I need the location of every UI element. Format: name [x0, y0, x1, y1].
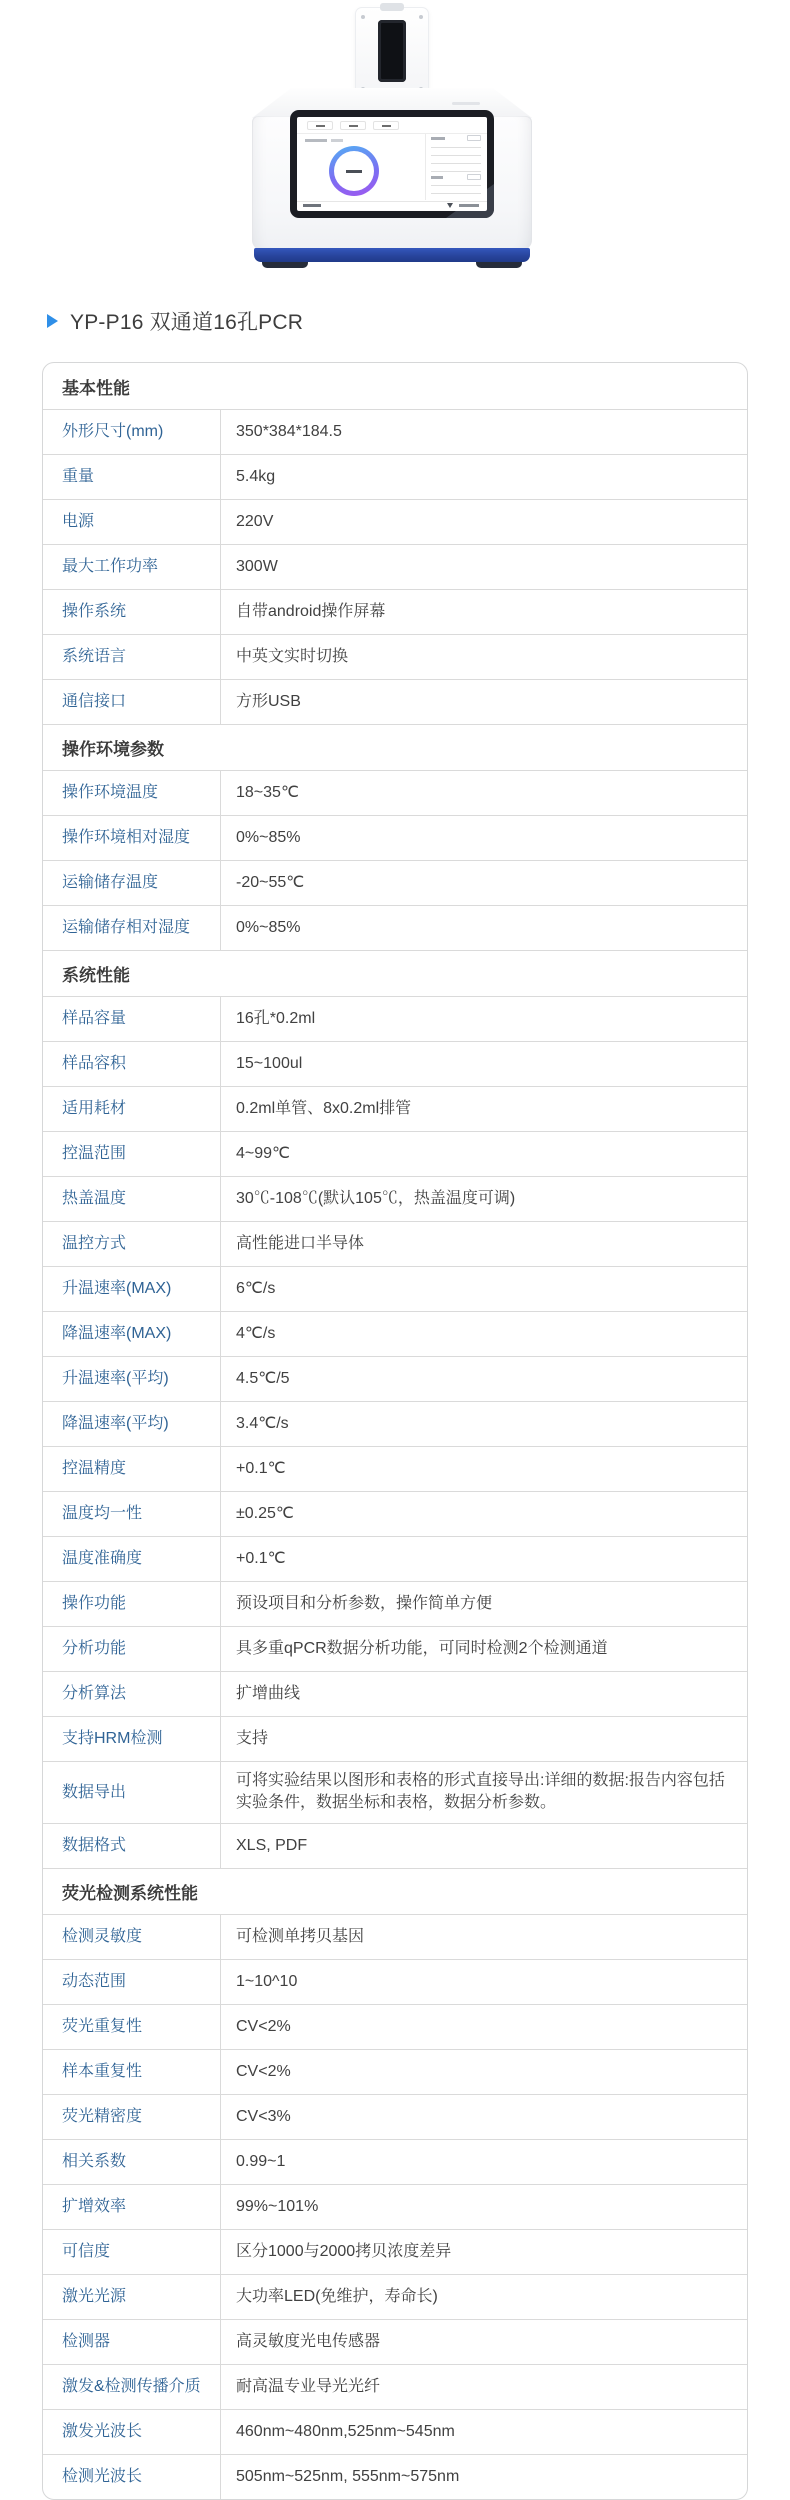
- spec-row: [43, 2274, 747, 2319]
- title-arrow-icon: [47, 314, 58, 328]
- tower-cap: [380, 3, 404, 11]
- spec-value: 高性能进口半导体: [236, 1234, 365, 1252]
- spec-value: 15~100ul: [236, 1054, 303, 1072]
- spec-table: [42, 362, 748, 2500]
- spec-value: 99%~101%: [236, 2197, 319, 2215]
- spec-row: [43, 1761, 747, 1823]
- screen-tab: [307, 121, 333, 130]
- spec-row: [43, 634, 747, 679]
- spec-value: 220V: [236, 512, 274, 530]
- spec-value: ±0.25℃: [236, 1504, 294, 1522]
- spec-row: [43, 1671, 747, 1716]
- spec-value: 4.5℃/5: [236, 1369, 290, 1387]
- spec-label: 温度均一性: [43, 1492, 221, 1536]
- spec-label: 操作环境相对湿度: [43, 816, 221, 860]
- screw-icon: [419, 15, 423, 19]
- spec-value: 高灵敏度光电传感器: [236, 2332, 381, 2350]
- spec-row: [43, 1823, 747, 1868]
- spec-value: 方形USB: [236, 692, 301, 710]
- tower-slot: [378, 20, 406, 82]
- progress-ring-icon: [329, 146, 379, 196]
- screen-button: [467, 174, 481, 180]
- spec-label: 样本重复性: [43, 2050, 221, 2094]
- spec-row: [43, 1131, 747, 1176]
- spec-value: 预设项目和分析参数，操作简单方便: [236, 1594, 493, 1612]
- spec-value: 大功率LED(免维护，寿命长): [236, 2287, 438, 2305]
- spec-label: 适用耗材: [43, 1087, 221, 1131]
- spec-value: 460nm~480nm,525nm~545nm: [236, 2422, 455, 2440]
- spec-value: 30℃-108℃(默认105℃，热盖温度可调): [236, 1189, 516, 1207]
- spec-row: [43, 1221, 747, 1266]
- spec-value: 4~99℃: [236, 1144, 291, 1162]
- spec-label: 数据导出: [43, 1762, 221, 1823]
- screen-line: [431, 171, 481, 172]
- spec-label: 操作功能: [43, 1582, 221, 1626]
- screen-statusbar: [297, 201, 487, 202]
- spec-value: 区分1000与2000拷贝浓度差异: [236, 2242, 452, 2260]
- spec-label: 升温速率(平均): [43, 1357, 221, 1401]
- page-title: YP-P16 双通道16孔PCR: [70, 311, 304, 334]
- spec-value: 具多重qPCR数据分析功能，可同时检测2个检测通道: [236, 1639, 608, 1657]
- spec-row: [43, 544, 747, 589]
- spec-row: [43, 905, 747, 950]
- spec-row: [43, 1914, 747, 1959]
- section-header: 基本性能: [62, 378, 130, 398]
- spec-row: [43, 2184, 747, 2229]
- spec-row: [43, 1716, 747, 1761]
- spec-row: [43, 2049, 747, 2094]
- spec-row: [43, 2229, 747, 2274]
- section-header: 系统性能: [43, 950, 747, 996]
- screen-tabbar: [307, 121, 399, 130]
- spec-label: 降温速率(平均): [43, 1402, 221, 1446]
- spec-label: 降温速率(MAX): [43, 1312, 221, 1356]
- device-vent: [452, 102, 480, 105]
- spec-row: [43, 499, 747, 544]
- spec-row: [43, 1311, 747, 1356]
- spec-value: 5.4kg: [236, 467, 276, 485]
- spec-row: [43, 589, 747, 634]
- screen-status-left: [303, 204, 321, 207]
- spec-label: 激发光波长: [43, 2410, 221, 2454]
- spec-value: CV<3%: [236, 2107, 291, 2125]
- spec-label: 控温范围: [43, 1132, 221, 1176]
- spec-row: [43, 1491, 747, 1536]
- spec-row: [43, 2139, 747, 2184]
- pcr-device-illustration: [252, 0, 532, 270]
- spec-row: [43, 1356, 747, 1401]
- spec-row: [43, 1266, 747, 1311]
- spec-row: [43, 1176, 747, 1221]
- spec-row: [43, 1959, 747, 2004]
- spec-label: 热盖温度: [43, 1177, 221, 1221]
- screw-icon: [361, 15, 365, 19]
- product-photo: [0, 0, 790, 272]
- spec-row: [43, 454, 747, 499]
- screen-divider: [425, 134, 426, 200]
- screen-text-dash: [431, 176, 443, 179]
- spec-label: 检测灵敏度: [43, 1915, 221, 1959]
- section-header: 操作环境参数: [43, 724, 747, 770]
- spec-label: 操作环境温度: [43, 771, 221, 815]
- spec-label: 控温精度: [43, 1447, 221, 1491]
- screen-line: [431, 193, 481, 194]
- section-header: 荧光检测系统性能: [43, 1868, 747, 1914]
- spec-row: [43, 1041, 747, 1086]
- spec-value: 4℃/s: [236, 1324, 276, 1342]
- spec-label: 系统语言: [43, 635, 221, 679]
- spec-label: 可信度: [43, 2230, 221, 2274]
- spec-row: [43, 1086, 747, 1131]
- spec-value: 300W: [236, 557, 278, 575]
- spec-value: 350*384*184.5: [236, 422, 342, 440]
- spec-label: 分析功能: [43, 1627, 221, 1671]
- spec-value: +0.1℃: [236, 1459, 286, 1477]
- spec-value: 自带android操作屏幕: [236, 602, 386, 620]
- spec-label: 温度准确度: [43, 1537, 221, 1581]
- spec-value: 1~10^10: [236, 1972, 298, 1990]
- spec-label: 检测光波长: [43, 2455, 221, 2499]
- spec-label: 温控方式: [43, 1222, 221, 1266]
- spec-value: -20~55℃: [236, 873, 305, 891]
- spec-label: 最大工作功率: [43, 545, 221, 589]
- spec-label: 检测器: [43, 2320, 221, 2364]
- spec-label: 荧光重复性: [43, 2005, 221, 2049]
- spec-value: 0.99~1: [236, 2152, 286, 2170]
- spec-value: 3.4℃/s: [236, 1414, 289, 1432]
- device-base-strip: [254, 248, 530, 262]
- screen-line: [431, 163, 481, 164]
- spec-row: [43, 1581, 747, 1626]
- spec-value: 18~35℃: [236, 783, 299, 801]
- spec-row: [43, 2094, 747, 2139]
- spec-value: 可检测单拷贝基因: [236, 1927, 365, 1945]
- spec-label: 电源: [43, 500, 221, 544]
- spec-label: 相关系数: [43, 2140, 221, 2184]
- spec-row: [43, 2364, 747, 2409]
- screen-text-dash: [431, 137, 445, 140]
- screen-tab: [340, 121, 366, 130]
- spec-label: 动态范围: [43, 1960, 221, 2004]
- wifi-icon: [447, 203, 453, 208]
- spec-value: 6℃/s: [236, 1279, 276, 1297]
- spec-label: 样品容积: [43, 1042, 221, 1086]
- spec-row: [43, 409, 747, 454]
- spec-row: [43, 2319, 747, 2364]
- spec-value: 0%~85%: [236, 918, 301, 936]
- spec-row: [43, 1536, 747, 1581]
- spec-row: [43, 1446, 747, 1491]
- screen-breadcrumb: [331, 139, 343, 142]
- spec-value: 505nm~525nm, 555nm~575nm: [236, 2467, 460, 2485]
- spec-label: 激光光源: [43, 2275, 221, 2319]
- spec-row: [43, 815, 747, 860]
- screen-tab: [373, 121, 399, 130]
- spec-label: 激发&检测传播介质: [43, 2365, 221, 2409]
- screen-status-right: [459, 204, 479, 207]
- spec-label: 通信接口: [43, 680, 221, 724]
- spec-row: [43, 1401, 747, 1446]
- screen-line: [431, 155, 481, 156]
- spec-label: 支持HRM检测: [43, 1717, 221, 1761]
- spec-row: [43, 1626, 747, 1671]
- device-screen: [297, 117, 487, 211]
- spec-row: [43, 2454, 747, 2499]
- spec-label: 外形尺寸(mm): [43, 410, 221, 454]
- spec-value: CV<2%: [236, 2062, 291, 2080]
- spec-value: 中英文实时切换: [236, 647, 349, 665]
- spec-label: 数据格式: [43, 1824, 221, 1868]
- spec-value: 支持: [236, 1729, 269, 1747]
- spec-value: 耐高温专业导光光纤: [236, 2377, 381, 2395]
- spec-value: XLS, PDF: [236, 1836, 308, 1854]
- spec-label: 运输储存温度: [43, 861, 221, 905]
- spec-label: 样品容量: [43, 997, 221, 1041]
- spec-value: +0.1℃: [236, 1549, 286, 1567]
- spec-row: [43, 860, 747, 905]
- spec-row: [43, 2409, 747, 2454]
- spec-row: [43, 770, 747, 815]
- ring-label: [329, 146, 379, 196]
- spec-row: [43, 679, 747, 724]
- spec-value: CV<2%: [236, 2017, 291, 2035]
- spec-value: 0%~85%: [236, 828, 301, 846]
- spec-label: 重量: [43, 455, 221, 499]
- spec-label: 运输储存相对湿度: [43, 906, 221, 950]
- screen-button: [467, 135, 481, 141]
- spec-label: 扩增效率: [43, 2185, 221, 2229]
- spec-label: 升温速率(MAX): [43, 1267, 221, 1311]
- screen-bezel: [290, 110, 494, 218]
- spec-value: 可将实验结果以图形和表格的形式直接导出:详细的数据:报告内容包括实验条件，数据坐标和表格，数据分析参数。: [236, 1772, 725, 1812]
- product-title-row: [47, 306, 748, 336]
- spec-value: 0.2ml单管、8x0.2ml排管: [236, 1099, 412, 1117]
- screen-breadcrumb: [305, 139, 327, 142]
- screen-divider: [297, 133, 487, 134]
- spec-value: 扩增曲线: [236, 1684, 301, 1702]
- spec-label: 荧光精密度: [43, 2095, 221, 2139]
- screen-line: [431, 185, 481, 186]
- screen-line: [431, 147, 481, 148]
- spec-label: 操作系统: [43, 590, 221, 634]
- spec-row: [43, 996, 747, 1041]
- spec-row: [43, 2004, 747, 2049]
- spec-value: 16孔*0.2ml: [236, 1009, 316, 1027]
- spec-label: 分析算法: [43, 1672, 221, 1716]
